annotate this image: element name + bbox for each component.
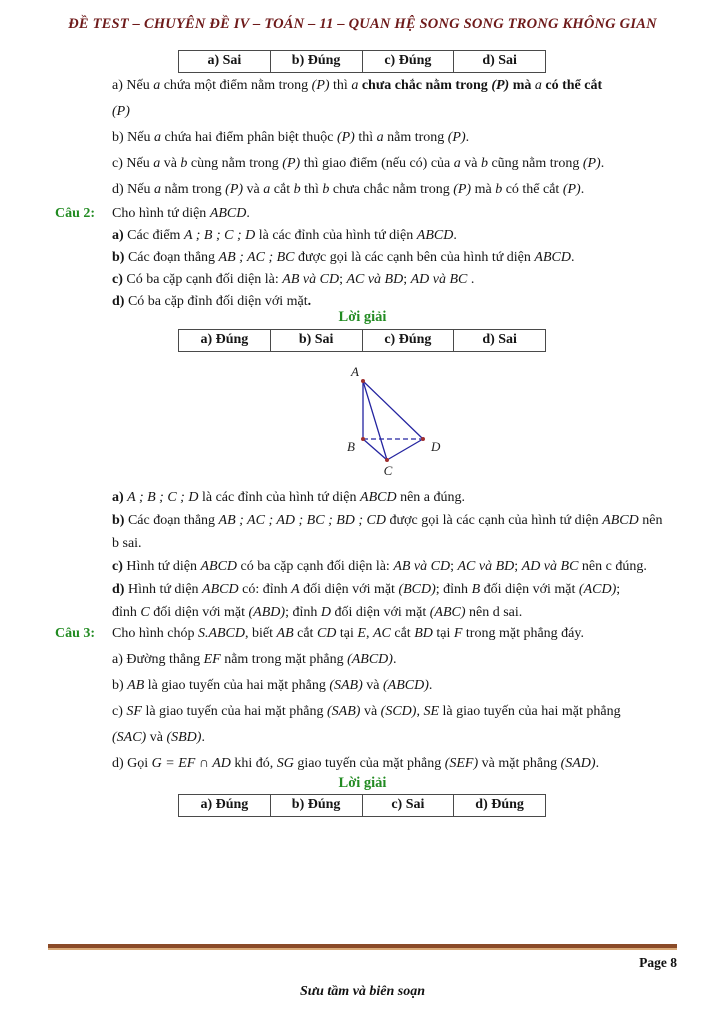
answer-cell-c: c) Đúng <box>362 51 454 73</box>
text-run: được gọi là các cạnh của hình tứ diện <box>386 513 603 528</box>
text-run: . <box>465 130 470 145</box>
vertex-d-dot <box>421 437 425 441</box>
text-run: đỉnh <box>112 605 141 620</box>
text-run: cắt <box>293 626 317 641</box>
text-run: là các đỉnh của hình tứ diện <box>198 490 361 505</box>
text-run: . <box>453 228 457 243</box>
answer-cell-b: b) Đúng <box>270 51 362 73</box>
text-run: thì <box>300 182 323 197</box>
text-run: được gọi là các cạnh bên của hình tứ diện <box>294 250 535 265</box>
text-run: (SCD) <box>380 704 417 719</box>
text-run: khi đó, <box>230 756 277 771</box>
text-run: c) <box>112 559 123 574</box>
answer-cell-b: b) Đúng <box>270 795 362 817</box>
statement-line <box>112 99 690 125</box>
text-run: mà <box>509 78 535 93</box>
statement-line <box>112 725 690 751</box>
text-run: và <box>460 156 481 171</box>
text-run: ABCD <box>416 228 454 243</box>
text-run: giao tuyến của mặt phẳng <box>293 756 445 771</box>
text-run: ABCD <box>209 206 247 221</box>
text-run: và <box>160 156 181 171</box>
text-run: ABCD <box>360 490 397 505</box>
text-run: (P) <box>447 130 466 145</box>
text-run: Các đoạn thẳng <box>124 513 219 528</box>
statement-line <box>112 151 690 177</box>
text-run: ; <box>616 582 621 597</box>
text-run: nên a đúng. <box>396 490 466 505</box>
text-run: a <box>351 78 359 93</box>
text-run: (ABCD) <box>383 678 429 693</box>
text-run: a <box>534 78 542 93</box>
text-run: ABCD <box>200 559 238 574</box>
text-run: a <box>154 130 161 145</box>
statement-line <box>112 751 690 777</box>
text-run: (P) <box>491 78 510 93</box>
text-run: Có ba cặp cạnh đối diện là: <box>122 272 283 287</box>
statement-line <box>112 555 690 578</box>
statement-line <box>112 73 690 99</box>
text-run: AC và BD <box>457 559 515 574</box>
text-run: là giao tuyến của hai mặt phẳng <box>144 678 330 693</box>
text-run: cùng nằm trong <box>187 156 283 171</box>
text-run: đối diện với mặt <box>299 582 399 597</box>
answer-table-q1 <box>178 50 546 73</box>
text-run: (ACD) <box>578 582 617 597</box>
answer-table-q3 <box>178 794 546 817</box>
statement-line <box>112 532 690 555</box>
text-run: B <box>471 582 481 597</box>
statement-line <box>112 699 690 725</box>
text-run: SG <box>276 756 294 771</box>
answer-table-q2 <box>178 329 546 352</box>
text-run: (SAB) <box>327 704 361 719</box>
text-run: (BCD) <box>398 582 436 597</box>
vertex-b-dot <box>361 437 365 441</box>
edge-cd <box>387 439 423 460</box>
text-run: , biết <box>245 626 277 641</box>
text-run: a <box>376 130 384 145</box>
text-run: b <box>322 182 330 197</box>
statement-line <box>112 673 690 699</box>
text-run: (SAD) <box>560 756 596 771</box>
text-run: a <box>453 156 461 171</box>
text-run: chưa chắc nằm trong <box>329 182 454 197</box>
text-run: nằm trong <box>161 182 226 197</box>
text-run: d) Nếu <box>112 182 154 197</box>
text-run: (ABCD) <box>347 652 393 667</box>
text-run: . <box>580 182 585 197</box>
statement-line <box>112 225 690 247</box>
text-run: . <box>600 156 605 171</box>
text-run: BD <box>414 626 433 641</box>
text-run: và mặt phẳng <box>478 756 561 771</box>
text-run: , <box>416 704 424 719</box>
text-run: mà <box>471 182 496 197</box>
text-run: chưa chắc nằm trong <box>361 78 492 93</box>
text-run: a <box>153 78 161 93</box>
answer-cell-d: d) Đúng <box>454 795 546 817</box>
page-number: Page 8 <box>639 955 677 970</box>
text-run: Có ba cặp đỉnh đối diện với mặt <box>124 294 308 309</box>
text-run: (P) <box>112 104 130 119</box>
text-run: G = EF ∩ AD <box>151 756 231 771</box>
text-run: (P) <box>453 182 472 197</box>
vertex-a-label: A <box>351 364 359 379</box>
text-run: đối diện với mặt <box>149 605 249 620</box>
text-run: nên <box>638 513 663 528</box>
answer-cell-a: a) Đúng <box>179 330 271 352</box>
text-run: ; <box>339 272 347 287</box>
text-run: là các đỉnh của hình tứ diện <box>255 228 417 243</box>
answer-cell-c: c) Đúng <box>362 330 454 352</box>
statement-line <box>112 247 690 269</box>
text-run: D <box>320 605 331 620</box>
credit-line: Sưu tầm và biên soạn <box>299 984 426 999</box>
text-run: . <box>595 756 600 771</box>
q1-statements <box>112 73 690 203</box>
text-run: d) Gọi <box>112 756 152 771</box>
vertex-c-label: C <box>383 463 393 478</box>
text-run: (SAC) <box>112 730 147 745</box>
text-run: (ABC) <box>429 605 466 620</box>
text-run: AC và BD <box>346 272 404 287</box>
text-run: (P) <box>225 182 244 197</box>
text-run: a) Đường thẳng <box>112 652 204 667</box>
text-run: có ba cặp cạnh đối diện là: <box>237 559 394 574</box>
answer-cell-d: d) Sai <box>454 330 546 352</box>
statement-line <box>112 622 690 646</box>
text-run: ; <box>450 559 458 574</box>
text-run: có: đỉnh <box>238 582 292 597</box>
statement-line <box>112 647 690 673</box>
text-run: EF <box>203 652 221 667</box>
answer-cell-b: b) Sai <box>270 330 362 352</box>
text-run: c) Nếu <box>112 156 154 171</box>
text-run: (P) <box>336 130 355 145</box>
text-run: A ; B ; C ; D <box>127 490 199 505</box>
answer-cell-a: a) Đúng <box>179 795 271 817</box>
text-run: ABCD <box>602 513 639 528</box>
text-run: đối diện với mặt <box>480 582 579 597</box>
text-run: A <box>291 582 300 597</box>
text-run: a <box>263 182 271 197</box>
text-run: cắt <box>390 626 415 641</box>
text-run: AB <box>127 678 145 693</box>
question-3-intro <box>112 622 690 646</box>
vertex-a-dot <box>361 379 365 383</box>
text-run: ABCD <box>202 582 239 597</box>
answer-cell-a: a) Sai <box>179 51 271 73</box>
text-run: Các đoạn thẳng <box>124 250 219 265</box>
table-row <box>179 795 546 817</box>
text-run: d) <box>112 582 125 597</box>
text-run: Các điểm <box>123 228 184 243</box>
text-run: a) Nếu <box>112 78 154 93</box>
text-run: . <box>467 272 475 287</box>
text-run: . <box>570 250 575 265</box>
text-run: , <box>365 626 373 641</box>
text-run: a) <box>112 490 124 505</box>
text-run: và <box>146 730 167 745</box>
solution-heading-q2: Lời giải <box>338 309 387 325</box>
statement-line <box>112 578 690 601</box>
text-run: cũng nằm trong <box>487 156 583 171</box>
text-run: b) <box>112 513 125 528</box>
vertex-c-dot <box>385 458 389 462</box>
text-run: a) <box>112 228 124 243</box>
answer-cell-c: c) Sai <box>362 795 454 817</box>
text-run: nằm trong <box>383 130 448 145</box>
text-run: tại <box>432 626 454 641</box>
text-run: b) <box>112 250 125 265</box>
text-run: AB ; AC ; BC <box>218 250 295 265</box>
text-run: ABCD <box>534 250 571 265</box>
text-run: (P) <box>582 156 601 171</box>
text-run: chứa hai điểm phân biệt thuộc <box>161 130 337 145</box>
text-run: E <box>357 626 366 641</box>
statement-line <box>112 486 690 509</box>
text-run: (SBD) <box>166 730 202 745</box>
text-run: Hình tứ diện <box>122 559 201 574</box>
text-run: ; đỉnh <box>285 605 321 620</box>
question-3-label: Câu 3: <box>55 626 96 641</box>
text-run: thì <box>329 78 352 93</box>
document-title: ĐỀ TEST – CHUYÊN ĐỀ IV – TOÁN – 11 – QUAN HỆ SONG SONG TRONG KHÔNG GIAN <box>68 16 657 32</box>
text-run: b sai. <box>112 536 142 551</box>
text-run: và <box>362 678 383 693</box>
question-2-items <box>112 225 690 313</box>
text-run: AC <box>372 626 391 641</box>
text-run: . <box>307 294 312 309</box>
statement-line <box>112 601 690 624</box>
text-run: c) <box>112 272 123 287</box>
statement-line <box>112 269 690 291</box>
question-2-intro <box>112 202 690 226</box>
statement-line <box>112 509 690 532</box>
vertex-b-label: B <box>347 439 355 454</box>
question-3-items <box>112 647 690 777</box>
text-run: trong mặt phẳng đáy. <box>462 626 584 641</box>
text-run: (P) <box>282 156 301 171</box>
answer-cell-d: d) Sai <box>454 51 546 73</box>
text-run: là giao tuyến của hai mặt phẳng <box>439 704 621 719</box>
text-run: ; <box>514 559 522 574</box>
text-run: nên c đúng. <box>578 559 647 574</box>
statement-line <box>112 125 690 151</box>
text-run: thì <box>354 130 377 145</box>
text-run: (P) <box>562 182 581 197</box>
text-run: (SAB) <box>329 678 363 693</box>
text-run: Hình tứ diện <box>124 582 203 597</box>
question-2-label: Câu 2: <box>55 206 96 221</box>
text-run: (SEF) <box>444 756 479 771</box>
table-row <box>179 330 546 352</box>
text-run: nằm trong mặt phẳng <box>220 652 348 667</box>
tetrahedron-figure <box>330 364 460 480</box>
text-run: . <box>201 730 205 745</box>
text-run: đối diện với mặt <box>330 605 430 620</box>
text-run: cắt <box>270 182 294 197</box>
text-run: AB và CD <box>282 272 340 287</box>
text-run: b <box>495 182 503 197</box>
text-run: AD và BC <box>410 272 468 287</box>
table-row <box>179 51 546 73</box>
text-run: ; đỉnh <box>435 582 472 597</box>
solution-heading-q3: Lời giải <box>338 775 387 791</box>
text-run: và <box>360 704 381 719</box>
vertex-d-label: D <box>431 439 441 454</box>
text-run: b <box>180 156 188 171</box>
text-run: . <box>392 652 397 667</box>
text-run: tại <box>336 626 358 641</box>
text-run: nên d sai. <box>465 605 523 620</box>
text-run: F <box>453 626 463 641</box>
text-run: có thể cắt <box>502 182 563 197</box>
text-run: b <box>480 156 488 171</box>
footer-rule <box>48 944 677 950</box>
text-run: là giao tuyến của hai mặt phẳng <box>141 704 328 719</box>
text-run: (P) <box>311 78 330 93</box>
text-run: c) <box>112 704 127 719</box>
text-run: d) <box>112 294 125 309</box>
text-run: ; <box>403 272 411 287</box>
text-run: CD <box>316 626 337 641</box>
text-run: AB và CD <box>393 559 451 574</box>
statement-line <box>112 202 690 226</box>
text-run: thì giao điểm (nếu có) của <box>300 156 454 171</box>
text-run: AB <box>276 626 294 641</box>
text-run: S.ABCD <box>197 626 246 641</box>
text-run: . <box>246 206 250 221</box>
text-run: A ; B ; C ; D <box>183 228 256 243</box>
text-run: a <box>153 156 161 171</box>
text-run: SE <box>423 704 440 719</box>
text-run: SF <box>126 704 142 719</box>
text-run: AD và BC <box>521 559 579 574</box>
text-run: và <box>243 182 264 197</box>
text-run: AB ; AC ; AD ; BC ; BD ; CD <box>218 513 387 528</box>
text-run: b) Nếu <box>112 130 154 145</box>
text-run: Cho hình tứ diện <box>112 206 210 221</box>
text-run: C <box>140 605 150 620</box>
statement-line <box>112 177 690 203</box>
text-run: chứa một điểm nằm trong <box>160 78 312 93</box>
text-run: a <box>154 182 161 197</box>
text-run: (ABD) <box>248 605 286 620</box>
text-run: . <box>428 678 433 693</box>
text-run: b) <box>112 678 128 693</box>
text-run: Cho hình chóp <box>112 626 198 641</box>
text-run: b <box>293 182 301 197</box>
q2-solution-lines <box>112 486 690 624</box>
text-run: có thể cắt <box>541 78 603 93</box>
